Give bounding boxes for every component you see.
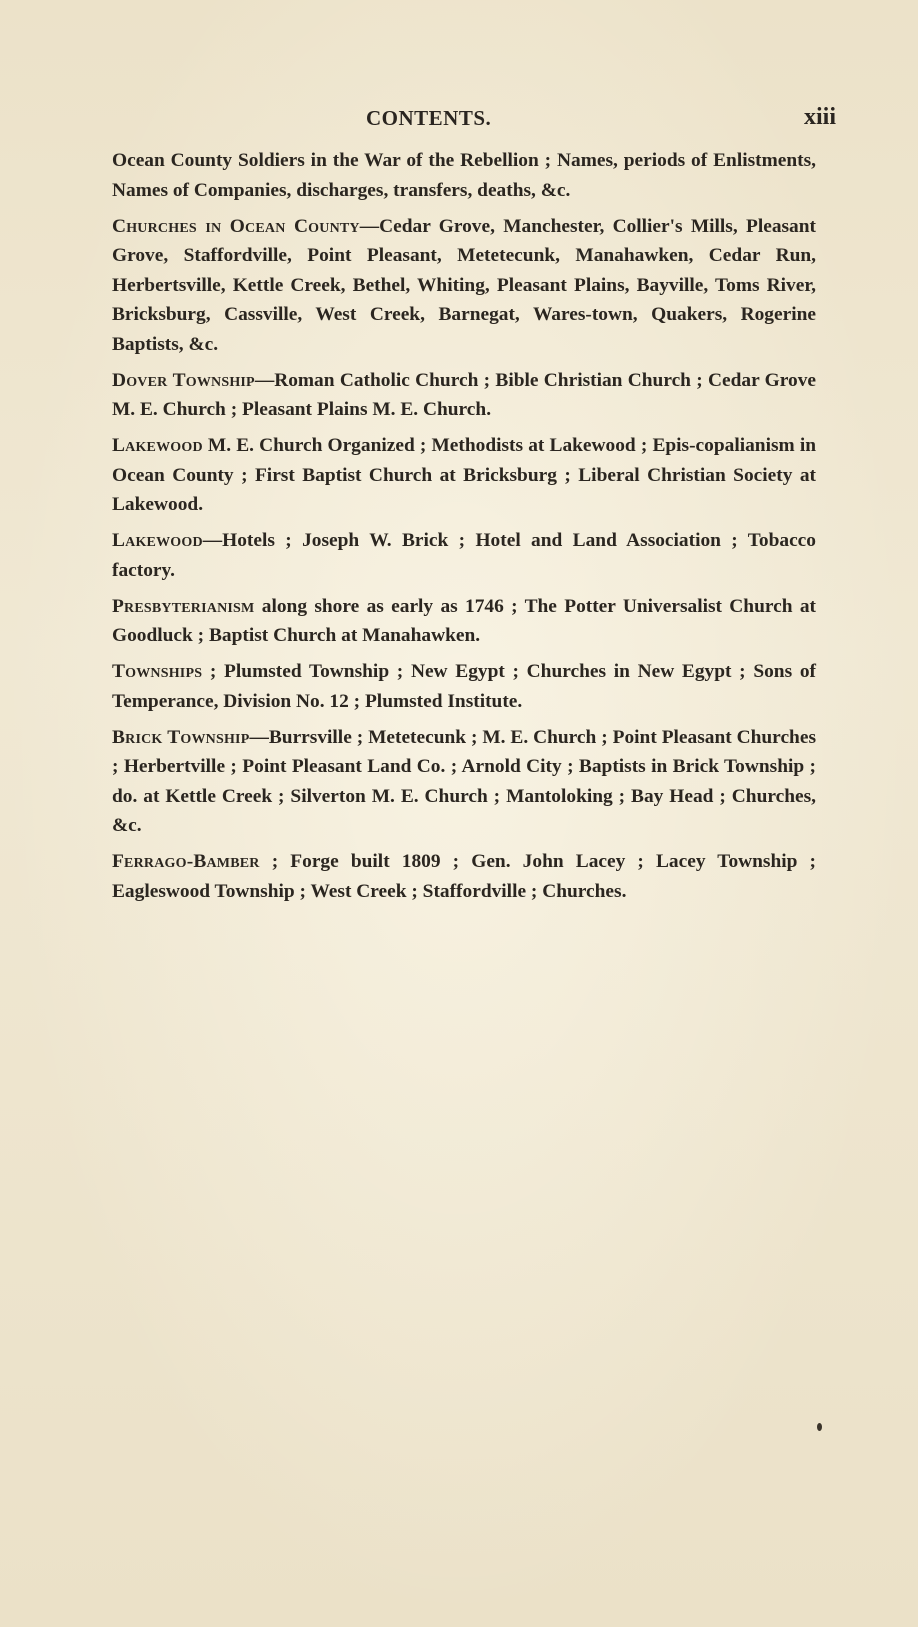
contents-entry bbox=[112, 526, 816, 585]
entry-text: —Roman Catholic Church ; Bible Christian Church ; Cedar Grove M. E. Church ; Pleasant Plains M. E. Church. bbox=[112, 369, 816, 420]
contents-entry bbox=[112, 212, 816, 360]
entry-heading: Churches in Ocean County bbox=[112, 215, 360, 237]
contents-entry bbox=[112, 723, 816, 841]
entry-heading: Presbyterianism bbox=[112, 595, 255, 617]
entry-text: —Hotels ; Joseph W. Brick ; Hotel and Land Association ; Tobacco factory. bbox=[112, 530, 816, 581]
contents-entry bbox=[112, 592, 816, 651]
contents-entry bbox=[112, 431, 816, 520]
entry-heading: Lakewood bbox=[112, 530, 203, 551]
entry-text: ; Plumsted Township ; New Egypt ; Churches in New Egypt ; Sons of Temperance, Division No. 12 ; Plumsted Institute. bbox=[112, 661, 816, 712]
contents-entry bbox=[112, 146, 816, 205]
entry-heading: Townships bbox=[112, 661, 203, 682]
running-head bbox=[0, 106, 918, 136]
entry-heading: Lakewood bbox=[112, 435, 203, 456]
entry-text: —Burrsville ; Metetecunk ; M. E. Church ; Point Pleasant Churches ; Herbertville ; Point Pleasant Land Co. ; Arnold City ; Baptists in Brick Township ; do. at Kettle Creek ; Silverton M. E. Church ; Mantoloking ; Bay Head ; Churches, &c. bbox=[112, 726, 816, 836]
contents-entry bbox=[112, 847, 816, 906]
contents-entry bbox=[112, 657, 816, 716]
entry-text: along shore as early as 1746 ; The Potter Universalist Church at Goodluck ; Baptist Church at Manahawken. bbox=[112, 595, 816, 646]
contents-entry bbox=[112, 366, 816, 425]
entry-text: —Cedar Grove, Manchester, Collier's Mills, Pleasant Grove, Staffordville, Point Pleasant, Metetecunk, Manahawken, Cedar Run, Herbertsville, Kettle Creek, Bethel, Whiting, Pleasant Plains, Bayville, Toms River, Bricksburg, Cassville, West Creek, Barnegat, Wares-town, Quakers, Rogerine Baptists, &c. bbox=[112, 215, 816, 355]
entry-heading: Brick Township bbox=[112, 726, 250, 748]
ink-speck bbox=[817, 1423, 822, 1431]
entry-heading: Ferrago-Bamber bbox=[112, 851, 260, 872]
contents-list bbox=[112, 146, 816, 913]
entry-text: ; Forge built 1809 ; Gen. John Lacey ; Lacey Township ; Eagleswood Township ; West Creek ; Staffordville ; Churches. bbox=[112, 851, 816, 902]
entry-text: Ocean County Soldiers in the War of the Rebellion ; Names, periods of Enlistments, Names of Companies, discharges, transfers, deaths, &c. bbox=[112, 150, 816, 201]
entry-heading: Dover Township bbox=[112, 369, 255, 391]
page-number: xiii bbox=[804, 104, 837, 130]
entry-text: M. E. Church Organized ; Methodists at Lakewood ; Epis-copalianism in Ocean County ; First Baptist Church at Bricksburg ; Liberal Christian Society at Lakewood. bbox=[112, 435, 816, 515]
page-title: CONTENTS. bbox=[366, 106, 492, 130]
